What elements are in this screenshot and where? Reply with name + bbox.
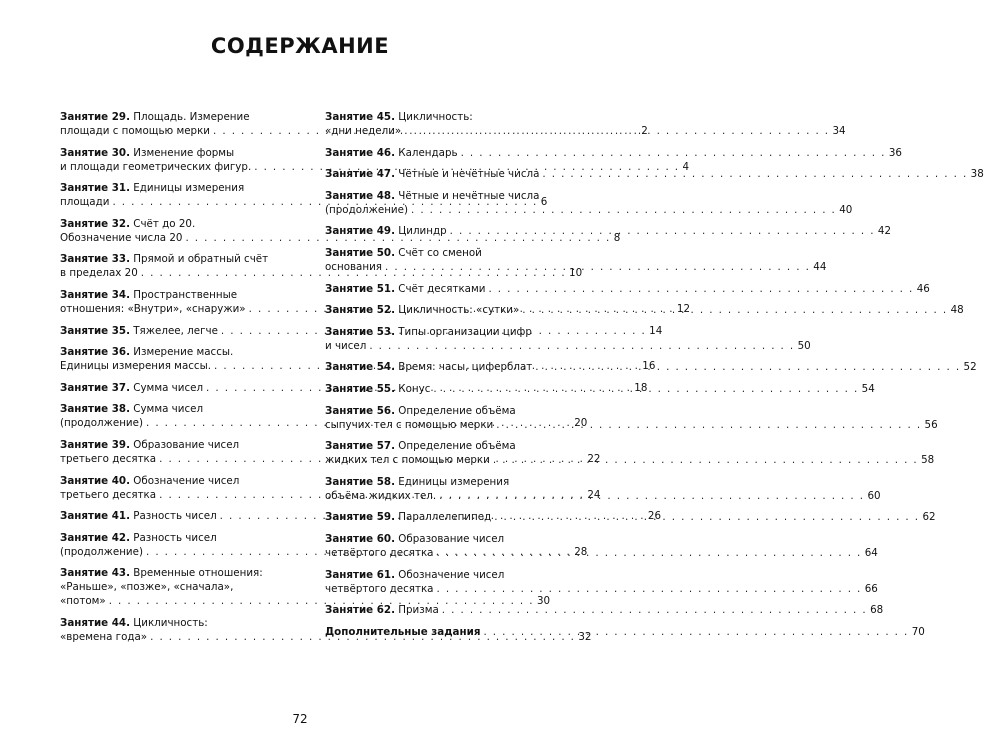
- toc-entry-label: Занятие 29.: [60, 111, 130, 123]
- dot-leader: [542, 167, 967, 181]
- toc-entry-text: [60, 580, 233, 594]
- toc-entry-title: (продолжение): [60, 545, 143, 558]
- toc-entry-line: [325, 203, 853, 217]
- toc-entry-label: Занятие 36.: [60, 346, 130, 359]
- toc-entry-line: [60, 438, 290, 452]
- toc-entry-title: Цикличность:: [398, 111, 473, 123]
- toc-entry[interactable]: [325, 282, 930, 296]
- toc-page-number: 68: [870, 604, 884, 617]
- toc-entry-title: Чётные и нечётные числа: [398, 168, 540, 181]
- toc-entry-title: Цикличность:: [133, 616, 208, 629]
- toc-entry-text: [325, 510, 491, 524]
- toc-entry-title: Параллелепипед: [398, 511, 492, 524]
- toc-entry-text: [60, 288, 237, 302]
- toc-entry-title: Единицы измерения массы.: [60, 360, 211, 373]
- dot-leader: [369, 339, 794, 353]
- toc-entry-label: Занятие 40.: [60, 474, 130, 487]
- toc-entry-text: [325, 303, 519, 317]
- toc-entry-label: Занятие 50.: [325, 246, 395, 259]
- toc-entry-text: [60, 488, 156, 502]
- toc-page-number: 22: [587, 452, 601, 465]
- dot-leader: [436, 582, 861, 596]
- toc-entry-title: Площадь. Измерение: [133, 111, 250, 123]
- toc-page-number: 56: [924, 418, 938, 431]
- toc-entry-text: [325, 339, 366, 353]
- toc-entry-text: [60, 324, 218, 338]
- toc-entry-line: [325, 404, 557, 418]
- toc-entry-line: [60, 252, 290, 266]
- toc-entry-title: Образование чисел: [133, 438, 240, 451]
- toc-entry-line: [325, 246, 557, 260]
- toc-entry-title: Тяжелее, легче: [133, 324, 218, 337]
- toc-entry-title: Единицы измерения: [133, 182, 245, 195]
- toc-entry-title: «Раньше», «позже», «сначала»,: [60, 581, 234, 594]
- dot-leader: [433, 382, 858, 396]
- toc-entry-line: [325, 189, 557, 203]
- toc-entry-label: Занятие 35.: [60, 324, 130, 337]
- toc-entry-title: Образование чисел: [398, 532, 505, 545]
- toc-page-number: 2: [641, 125, 648, 137]
- toc-page-number: 14: [649, 324, 663, 337]
- toc-entry-title: сыпучих тел с помощью мерки: [325, 418, 494, 431]
- toc-entry-title: Цикличность: «сутки»: [398, 304, 520, 317]
- toc-entry-title: «дни недели»: [325, 125, 402, 137]
- toc-entry-title: Изменение формы: [133, 146, 235, 159]
- toc-entry-text: [60, 345, 233, 359]
- toc-entry-title: Измерение массы.: [133, 346, 234, 359]
- toc-page-number: 46: [916, 282, 930, 295]
- toc-entry-label: Занятие 42.: [60, 531, 130, 544]
- toc-page-number: 70: [911, 625, 925, 638]
- dot-leader: [483, 625, 908, 639]
- toc-entry-label: Занятие 51.: [325, 282, 395, 295]
- toc-entry-title: жидких тел с помощью мерки: [325, 454, 490, 467]
- toc-entry-text: [60, 217, 195, 231]
- toc-entry-line: [325, 339, 811, 353]
- dot-leader: [494, 510, 919, 524]
- toc-page-number: 66: [864, 582, 878, 595]
- toc-entry-title: объёма жидких тел.: [325, 489, 437, 502]
- dot-leader: [385, 260, 810, 274]
- toc-page-number: 6: [540, 196, 548, 209]
- toc-entry-text: [325, 246, 482, 260]
- toc-entry-line: [325, 146, 902, 160]
- toc-entry-text: [325, 325, 532, 339]
- toc-entry-title: (продолжение): [60, 417, 143, 430]
- toc-entry-line: [60, 594, 551, 608]
- toc-entry-label: Занятие 30.: [60, 146, 130, 159]
- toc-page-number: 24: [587, 488, 601, 501]
- toc-entry-title: Определение объёма: [398, 440, 516, 453]
- dot-leader: [439, 489, 864, 503]
- toc-entry-text: [60, 252, 268, 266]
- toc-entry-line: [60, 566, 290, 580]
- toc-entry-text: [60, 474, 239, 488]
- toc-entry-text: [325, 382, 430, 396]
- toc-page-number: 42: [877, 225, 891, 238]
- toc-entry-title: Прямой и обратный счёт: [133, 253, 269, 266]
- toc-entry-text: [325, 203, 408, 217]
- toc-entry-text: [60, 266, 138, 280]
- toc-entry-label: Дополнительные задания: [325, 625, 481, 638]
- toc-page-number: 52: [963, 361, 977, 374]
- toc-entry-title: основания: [325, 260, 382, 273]
- toc-entry-title: «времена года»: [60, 630, 148, 643]
- toc-page-number: 8: [613, 231, 621, 244]
- toc-entry-title: Единицы измерения: [398, 475, 510, 488]
- toc-page-number: 48: [950, 304, 964, 317]
- toc-entry-text: [60, 146, 234, 160]
- toc-entry-title: четвёртого десятка: [325, 582, 434, 595]
- toc-entry-text: [325, 189, 539, 203]
- toc-entry-title: Чётные и нечётные числа: [398, 189, 540, 202]
- toc-entry-label: Занятие 48.: [325, 189, 395, 202]
- toc-entry[interactable]: [325, 568, 878, 596]
- toc-entry-text: [325, 146, 458, 160]
- toc-entry-title: Обозначение чисел: [133, 474, 240, 487]
- toc-entry[interactable]: [325, 110, 846, 138]
- toc-entry-text: [325, 224, 447, 238]
- dot-leader: [450, 224, 875, 238]
- toc-entry-title: Определение объёма: [398, 404, 516, 417]
- toc-entry-title: Призма: [398, 604, 439, 617]
- toc-entry-text: [60, 630, 147, 644]
- toc-entry-label: Занятие 52.: [325, 304, 395, 317]
- toc-entry-text: [60, 124, 210, 138]
- toc-entry[interactable]: [325, 167, 984, 181]
- toc-entry-line: [325, 325, 557, 339]
- toc-entry-text: [60, 302, 246, 316]
- page-number: 72: [292, 712, 308, 726]
- toc-entry-text: [325, 439, 516, 453]
- toc-entry-text: [325, 532, 504, 546]
- toc-entry-title: Время: часы, циферблат: [398, 361, 533, 374]
- toc-entry-title: (продолжение): [325, 203, 408, 216]
- toc-entry-label: Занятие 41.: [60, 510, 130, 523]
- toc-entry-line: [60, 531, 290, 545]
- toc-entry-label: Занятие 34.: [60, 288, 130, 301]
- toc-entry-line: [325, 475, 557, 489]
- toc-entry-text: [60, 231, 182, 245]
- toc-entry-label: Занятие 47.: [325, 168, 395, 181]
- toc-entry-line: [325, 582, 878, 596]
- toc-entry-label: Занятие 43.: [60, 567, 130, 580]
- toc-entry-title: Конус: [398, 382, 431, 395]
- dot-leader: [522, 303, 947, 317]
- toc-entry-text: [325, 475, 509, 489]
- toc-page-number: 28: [574, 545, 588, 558]
- toc-entry-line: [60, 402, 290, 416]
- dot-leader: [496, 418, 921, 432]
- toc-entry-title: Разность чисел: [133, 510, 217, 523]
- toc-entry-text: [60, 438, 239, 452]
- toc-page-number: 44: [813, 260, 827, 273]
- dot-leader: [535, 360, 960, 374]
- toc-entry-title: в пределах 20: [60, 267, 138, 280]
- toc-entry-text: [60, 381, 203, 395]
- toc-entry-label: Занятие 38.: [60, 403, 130, 416]
- toc-entry-text: [325, 110, 473, 124]
- toc-entry-title: Сумма чисел: [133, 381, 204, 394]
- toc-entry-text: [60, 195, 109, 209]
- toc-page-number: 54: [861, 382, 875, 395]
- dot-leader: [411, 203, 836, 217]
- toc-entry-title: Пространственные: [133, 288, 238, 301]
- toc-entry-label: Занятие 33.: [60, 253, 130, 266]
- toc-entry-label: Занятие 56.: [325, 404, 395, 417]
- dot-leader: [461, 146, 886, 160]
- toc-page-number: 62: [922, 511, 936, 524]
- toc-page-number: 12: [676, 302, 690, 315]
- toc-entry-line: [60, 146, 290, 160]
- toc-entry-text: [325, 582, 433, 596]
- toc-entry-text: [60, 531, 217, 545]
- toc-entry-title: Сумма чисел: [133, 403, 204, 416]
- toc-entry-text: [60, 110, 250, 124]
- toc-entry-text: [325, 546, 433, 560]
- toc-entry-title: Цилиндр: [398, 225, 447, 238]
- toc-entry-label: Занятие 53.: [325, 325, 395, 338]
- toc-entry-title: и площади геометрических фигур.: [60, 160, 252, 173]
- toc-page-number: 34: [832, 125, 846, 137]
- toc-entry-label: Занятие 31.: [60, 182, 130, 195]
- toc-entry-text: [60, 416, 143, 430]
- toc-page-number: 64: [864, 546, 878, 559]
- toc-page-number: 58: [921, 454, 935, 467]
- toc-entry-line: [325, 568, 557, 582]
- toc-entry-title: «потом»: [60, 595, 106, 608]
- toc-entry-label: Занятие 55.: [325, 382, 395, 395]
- toc-entry-line: [60, 288, 290, 302]
- toc-entry-line: [60, 160, 690, 174]
- toc-entry-title: Счёт со сменой: [398, 246, 482, 259]
- toc-entry[interactable]: [325, 224, 891, 238]
- toc-entry-title: Типы организации цифр: [398, 325, 532, 338]
- toc-entry[interactable]: [325, 146, 902, 160]
- toc-entry-text: [325, 260, 382, 274]
- toc-entry-text: [325, 124, 401, 138]
- toc-entry-line: [60, 217, 290, 231]
- toc-page-number: 36: [888, 146, 902, 159]
- toc-entry-title: Разность чисел: [133, 531, 217, 544]
- toc-entry-title: третьего десятка: [60, 488, 157, 501]
- toc-entry-text: [60, 402, 203, 416]
- toc-entry-text: [325, 404, 516, 418]
- dot-leader: [442, 603, 867, 617]
- toc-entry-text: [60, 545, 143, 559]
- toc-entry-text: [60, 181, 244, 195]
- toc-entry-text: [60, 509, 217, 523]
- toc-entry-text: [325, 625, 480, 639]
- toc-entry-line: [60, 616, 290, 630]
- toc-entry-line: [325, 224, 891, 238]
- toc-entry-text: [60, 452, 156, 466]
- toc-entry-text: [60, 616, 208, 630]
- toc-entry[interactable]: [325, 189, 853, 217]
- toc-entry-text: [60, 359, 211, 373]
- toc-entry-title: Обозначение числа 20: [60, 231, 183, 244]
- toc-entry-label: Занятие 46.: [325, 146, 395, 159]
- toc-entry-title: Обозначение чисел: [398, 568, 505, 581]
- toc-page-number: 18: [634, 381, 648, 394]
- toc-entry-label: Занятие 44.: [60, 616, 130, 629]
- toc-entry-title: отношения: «Внутри», «снаружи»: [60, 302, 246, 315]
- toc-entry-title: Календарь: [398, 146, 458, 159]
- toc-entry-text: [325, 418, 493, 432]
- toc-entry-title: Счёт десятками: [398, 282, 486, 295]
- toc-entry-title: Временные отношения:: [133, 567, 263, 580]
- toc-entry-text: [325, 282, 485, 296]
- toc-entry-line: [325, 124, 846, 138]
- toc-page-number: 38: [970, 168, 984, 181]
- toc-entry-text: [325, 453, 490, 467]
- dot-leader: [436, 546, 861, 560]
- toc-entry-text: [325, 568, 504, 582]
- toc-entry[interactable]: [325, 603, 884, 617]
- toc-entry-line: [60, 474, 290, 488]
- toc-entry-text: [325, 360, 532, 374]
- toc-entry-text: [60, 594, 106, 608]
- toc-entry-line: [325, 167, 984, 181]
- toc-entry-label: Занятие 58.: [325, 475, 395, 488]
- toc-page-number: 60: [867, 489, 881, 502]
- toc-entry-title: четвёртого десятка: [325, 546, 434, 559]
- toc-page-number: 4: [682, 160, 690, 173]
- toc-entry-label: Занятие 62.: [325, 604, 395, 617]
- toc-entry-label: Занятие 39.: [60, 438, 130, 451]
- toc-entry-label: Занятие 37.: [60, 381, 130, 394]
- toc-entry-label: Занятие 57.: [325, 440, 395, 453]
- dot-leader: [404, 124, 829, 138]
- toc-entry-label: Занятие 59.: [325, 511, 395, 524]
- toc-page-number: 40: [839, 203, 853, 216]
- toc-entry-text: [325, 603, 439, 617]
- toc-entry-text: [60, 160, 251, 174]
- toc-entry-label: Занятие 54.: [325, 361, 395, 374]
- toc-page-number: 50: [797, 339, 811, 352]
- dot-leader: [488, 282, 913, 296]
- toc-page-number: 20: [574, 417, 588, 430]
- toc-entry-line: [325, 439, 557, 453]
- toc-entry-title: и чисел: [325, 339, 367, 352]
- toc-entry-text: [325, 167, 539, 181]
- toc-entry-label: Занятие 32.: [60, 217, 130, 230]
- toc-page-number: 16: [642, 360, 656, 373]
- dot-leader: [493, 453, 918, 467]
- toc-entry-text: [325, 489, 436, 503]
- toc-entry-label: Занятие 61.: [325, 568, 395, 581]
- toc-page-number: 32: [578, 630, 592, 643]
- toc-entry-line: [325, 282, 930, 296]
- toc-page-number: 10: [569, 267, 583, 280]
- toc-entry-line: [60, 110, 290, 124]
- toc-entry-title: площади: [60, 196, 110, 209]
- toc-page-number: 30: [536, 595, 551, 608]
- toc-entry-label: Занятие 60.: [325, 532, 395, 545]
- toc-page-number: 26: [647, 510, 662, 523]
- toc-entry-line: [60, 181, 290, 195]
- toc-entry-title: Счёт до 20.: [133, 217, 196, 230]
- toc-entry-title: третьего десятка: [60, 452, 157, 465]
- toc-entry-line: [60, 345, 290, 359]
- toc-entry-label: Занятие 49.: [325, 225, 395, 238]
- toc-entry-title: площади с помощью мерки: [60, 125, 210, 137]
- toc-entry-line: [60, 580, 290, 594]
- toc-entry-line: [325, 603, 884, 617]
- toc-entry-text: [60, 566, 263, 580]
- page-title: СОДЕРЖАНИЕ: [210, 34, 390, 58]
- toc-entry-line: [325, 532, 557, 546]
- toc-entry-label: Занятие 45.: [325, 111, 395, 123]
- toc-entry-line: [325, 110, 557, 124]
